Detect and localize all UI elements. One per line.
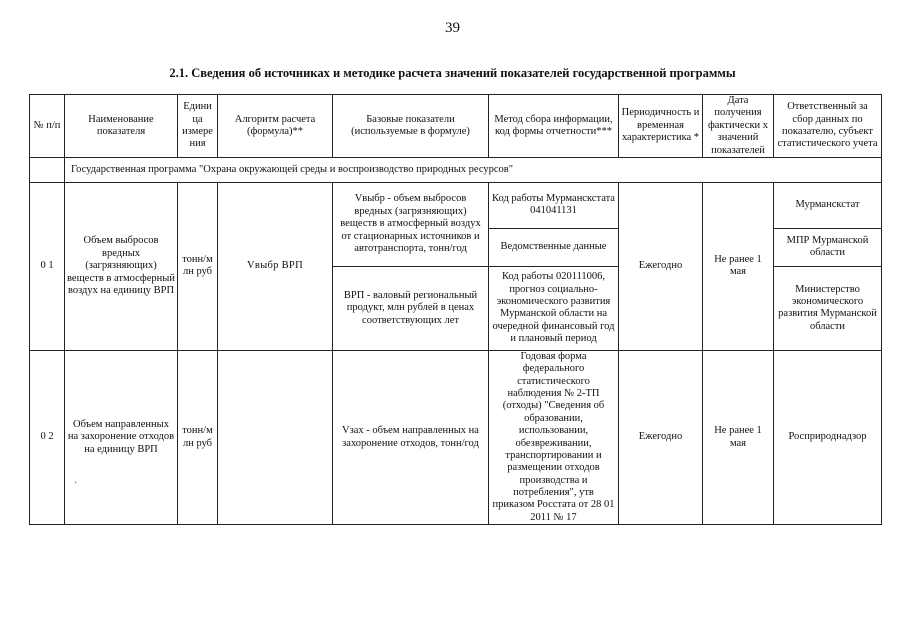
header-row [30,95,882,158]
row1-period: Ежегодно [619,182,703,350]
indicators-table [29,94,882,525]
stray-mark: ' [75,480,77,490]
row2-algorithm [218,350,333,524]
program-row-spacer [30,157,65,182]
header-num: № п/п [30,95,65,158]
row2-unit: тонн/м лн руб [178,350,218,524]
section-title: 2.1. Сведения об источниках и методике расчета значений показателей государственной программы [169,66,736,80]
row1-num: 0 1 [30,182,65,350]
row2-base: Vзах - объем направленных на захоронение отходов, тонн/год [333,350,489,524]
row1-responsible-3: Министерство экономического развития Мурманской области [774,266,882,350]
row1-method-2: Ведомственные данные [489,228,619,266]
row2-responsible: Росприроднадзор [774,350,882,524]
row1-base-1: Vвыбр - объем выбросов вредных (загрязняющих) веществ в атмосферный воздух от стационарных источников и автотранспорта, тонн/год [333,182,489,266]
row1-algorithm: Vвыбр ВРП [218,182,333,350]
row1-responsible-1: Мурманскстат [774,182,882,228]
row2-period: Ежегодно [619,350,703,524]
header-base: Базовые показатели (используемые в формуле) [333,95,489,158]
table-row [30,182,882,228]
row2-date: Не ранее 1 мая [703,350,774,524]
row1-date: Не ранее 1 мая [703,182,774,350]
header-algorithm: Алгоритм расчета (формула)** [218,95,333,158]
program-row [30,157,882,182]
row2-num: 0 2 [30,350,65,524]
header-period: Периодичность и временная характеристика * [619,95,703,158]
row1-name: Объем выбросов вредных (загрязняющих) веществ в атмосферный воздух на единицу ВРП [65,182,178,350]
row2-name: Объем направленных на захоронение отходов на единицу ВРП [65,350,178,524]
table-row [30,350,882,524]
header-date: Дата получения фактически х значений показателей [703,95,774,158]
row1-method-3: Код работы 020111006, прогноз социально-экономического развития Мурманской области на очередной финансовый год и плановый период [489,266,619,350]
header-method: Метод сбора информации, код формы отчетности*** [489,95,619,158]
row1-method-1: Код работы Мурманскстата 041041131 [489,182,619,228]
row1-base-2: ВРП - валовый региональный продукт, млн рублей в ценах соответствующих лет [333,266,489,350]
header-responsible: Ответственный за сбор данных по показателю, субъект статистического учета [774,95,882,158]
row2-method: Годовая форма федерального статистического наблюдения № 2-ТП (отходы) "Сведения об образовании, использовании, обезвреживании, транспортировании и размещении отходов производства и потребления", утв приказом Росстата от 28 01 2011 № 17 [489,350,619,524]
row1-unit: тонн/м лн руб [178,182,218,350]
header-name: Наименование показателя [65,95,178,158]
program-name: Государственная программа "Охрана окружающей среды и воспроизводство природных ресурсов" [65,157,882,182]
page-number: 39 [445,20,460,36]
row1-responsible-2: МПР Мурманской области [774,228,882,266]
header-unit: Едини ца измере ния [178,95,218,158]
